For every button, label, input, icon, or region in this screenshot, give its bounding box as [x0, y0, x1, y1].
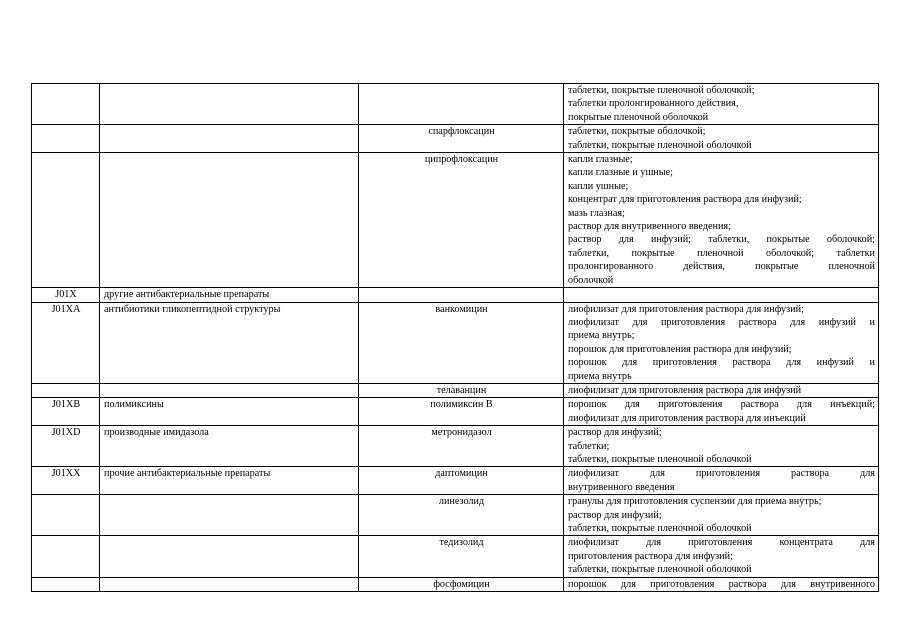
dosage-form-line: лиофилизат для приготовления раствора для [568, 468, 875, 480]
dosage-form-line: порошок для приготовления раствора для инъекций; [568, 399, 875, 411]
dosage-forms-cell [564, 125, 879, 153]
atc-code-cell [32, 383, 100, 397]
group-name-cell [100, 84, 359, 125]
table-row [32, 288, 879, 302]
drug-name-cell: тедизолид [359, 536, 564, 577]
dosage-form-line: приема внутрь; [568, 330, 635, 342]
table-row [32, 536, 879, 577]
atc-code-cell [32, 84, 100, 125]
table-row [32, 302, 879, 383]
group-name-cell [100, 577, 359, 591]
drug-name-cell: полимиксин B [359, 398, 564, 426]
dosage-form-line: приготовления раствора для инфузий; [568, 550, 733, 562]
dosage-form-line: раствор для инфузий; таблетки, покрытые оболочкой; [568, 234, 875, 246]
dosage-form-line: капли глазные; [568, 154, 633, 166]
dosage-forms-cell [564, 383, 879, 397]
table-body [32, 84, 879, 592]
drug-name-cell: даптомицин [359, 467, 564, 495]
dosage-form-line: лиофилизат для приготовления раствора для инфузий; [568, 303, 804, 315]
dosage-form-line: мазь глазная; [568, 207, 625, 219]
dosage-form-line: раствор для инфузий; [568, 509, 662, 521]
table-row [32, 495, 879, 536]
atc-code-cell: J01XB [32, 398, 100, 426]
dosage-forms-cell [564, 495, 879, 536]
drug-name-cell: ципрофлоксацин [359, 153, 564, 288]
drug-table [31, 83, 879, 592]
dosage-form-line: лиофилизат для приготовления концентрата для [568, 537, 875, 549]
drug-name-cell: ванкомицин [359, 302, 564, 383]
group-name-cell [100, 125, 359, 153]
atc-code-cell [32, 577, 100, 591]
drug-name-cell: телаванцин [359, 383, 564, 397]
dosage-form-line: оболочкой [568, 274, 614, 286]
table-row [32, 84, 879, 125]
drug-name-cell [359, 288, 564, 302]
atc-code-cell [32, 153, 100, 288]
dosage-form-line: покрытые пленочной оболочкой [568, 111, 709, 123]
dosage-forms-cell [564, 467, 879, 495]
group-name-cell: антибиотики гликопептидной структуры [100, 302, 359, 383]
dosage-form-line: пролонгированного действия, покрытые пленочной [568, 261, 875, 273]
group-name-cell: производные имидазола [100, 426, 359, 467]
dosage-forms-cell [564, 398, 879, 426]
table-row [32, 577, 879, 591]
dosage-form-line: таблетки, покрытые пленочной оболочкой; таблетки [568, 247, 875, 259]
dosage-form-line: таблетки, покрытые пленочной оболочкой [568, 523, 752, 534]
dosage-form-line: капли глазные и ушные; [568, 167, 673, 179]
dosage-form-line: капли ушные; [568, 180, 629, 192]
dosage-form-line: таблетки, покрытые пленочной оболочкой [568, 453, 752, 465]
dosage-form-line: таблетки, покрытые оболочкой; [568, 126, 706, 138]
group-name-cell: другие антибактериальные препараты [100, 288, 359, 302]
dosage-forms-cell [564, 426, 879, 467]
dosage-form-line: порошок для приготовления раствора для инфузий; [568, 343, 792, 355]
group-name-cell [100, 495, 359, 536]
table-row [32, 398, 879, 426]
dosage-forms-cell [564, 302, 879, 383]
group-name-cell: прочие антибактериальные препараты [100, 467, 359, 495]
dosage-form-line: лиофилизат для приготовления раствора для инфузий и [568, 316, 875, 328]
dosage-form-line: раствор для внутривенного введения; [568, 221, 731, 233]
dosage-forms-cell [564, 153, 879, 288]
dosage-form-line: гранулы для приготовления суспензии для приема внутрь; [568, 496, 822, 508]
group-name-cell [100, 153, 359, 288]
dosage-forms-cell [564, 84, 879, 125]
dosage-form-line: внутривенного введения [568, 481, 675, 493]
dosage-form-line: приема внутрь [568, 370, 632, 382]
group-name-cell [100, 383, 359, 397]
dosage-form-line: таблетки, покрытые пленочной оболочкой [568, 564, 752, 576]
table-row [32, 125, 879, 153]
table-row [32, 153, 879, 288]
dosage-forms-cell [564, 577, 879, 591]
drug-name-cell: спарфлоксацин [359, 125, 564, 153]
drug-name-cell: метронидазол [359, 426, 564, 467]
atc-code-cell [32, 536, 100, 577]
drug-name-cell: линезолид [359, 495, 564, 536]
table-row [32, 383, 879, 397]
dosage-forms-cell [564, 536, 879, 577]
dosage-form-line: таблетки, покрытые пленочной оболочкой; [568, 85, 755, 96]
atc-code-cell: J01XD [32, 426, 100, 467]
table-row [32, 467, 879, 495]
dosage-form-line: порошок для приготовления раствора для внутривенного [568, 578, 875, 590]
atc-code-cell [32, 125, 100, 153]
dosage-form-line: лиофилизат для приготовления раствора для инъекций [568, 412, 806, 424]
atc-code-cell [32, 495, 100, 536]
table-row [32, 426, 879, 467]
drug-name-cell: фосфомицин [359, 577, 564, 591]
atc-code-cell: J01XX [32, 467, 100, 495]
dosage-form-line: таблетки; [568, 440, 610, 452]
dosage-form-line: таблетки, покрытые пленочной оболочкой [568, 139, 752, 151]
dosage-form-line: концентрат для приготовления раствора для инфузий; [568, 194, 802, 206]
dosage-forms-cell [564, 288, 879, 302]
atc-code-cell: J01X [32, 288, 100, 302]
dosage-form-line: таблетки пролонгированного действия, [568, 98, 739, 110]
dosage-form-line: лиофилизат для приготовления раствора для инфузий [568, 384, 802, 396]
group-name-cell: полимиксины [100, 398, 359, 426]
group-name-cell [100, 536, 359, 577]
atc-code-cell: J01XA [32, 302, 100, 383]
dosage-form-line: порошок для приготовления раствора для инфузий и [568, 357, 875, 369]
drug-name-cell [359, 84, 564, 125]
dosage-form-line: раствор для инфузий; [568, 427, 662, 439]
